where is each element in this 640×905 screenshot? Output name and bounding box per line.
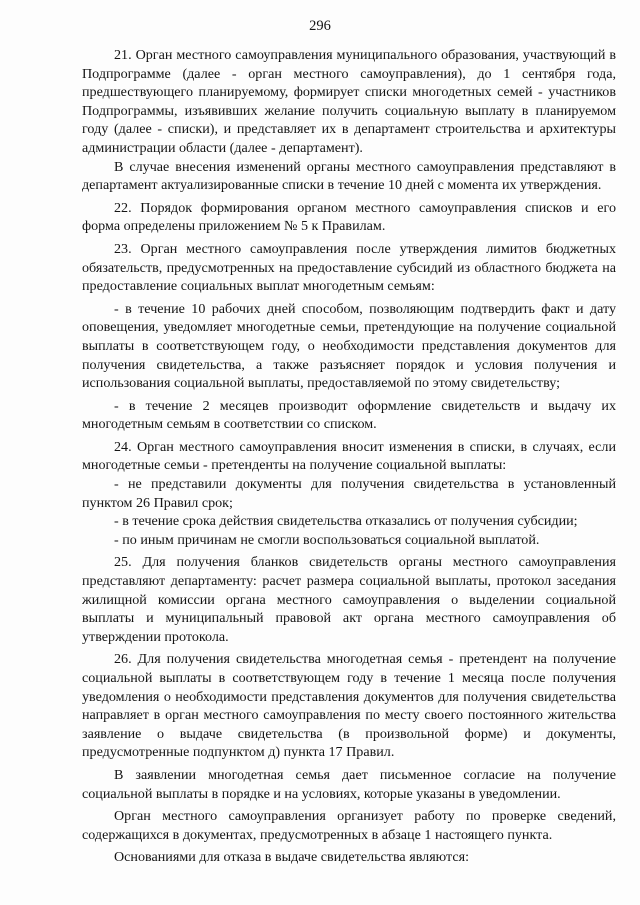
paragraph-23-item-2: - в течение 2 месяцев производит оформление свидетельств и выдачу их многодетным семьям в соответствии со списком. xyxy=(82,397,616,433)
paragraph-24-item-3: - по иным причинам не смогли воспользоваться социальной выплатой. xyxy=(114,531,540,548)
paragraph-23: 23. Орган местного самоуправления после утверждения лимитов бюджетных обязательств, предусмотренных на предоставление субсидий из областного бюджета на предоставление социальных выплат многодетным семьям: xyxy=(82,240,616,295)
paragraph-26-consent: В заявлении многодетная семья дает письменное согласие на получение социальной выплаты в порядке и на условиях, которые указаны в уведомлении. xyxy=(82,766,616,802)
paragraph-25: 25. Для получения бланков свидетельств органы местного самоуправления представляют департаменту: расчет размера социальной выплаты, протокол заседания жилищной комиссии органа местного самоуправления о выделении социальной выплаты и муниципальный правовой акт органа местного самоуправления об утверждении протокола. xyxy=(82,554,616,645)
paragraph-24-item-1: - не представили документы для получения свидетельства в установленный пунктом 26 Правил срок; xyxy=(82,476,616,511)
paragraph-21-changes: В случае внесения изменений органы местного самоуправления представляют в департамент актуализированные списки в течение 10 дней с момента их утверждения. xyxy=(82,158,616,194)
paragraph-24: 24. Орган местного самоуправления вносит изменения в списки, в случаях, если многодетные семьи - претенденты на получение социальной выплаты: xyxy=(82,438,616,474)
page-number: 296 xyxy=(309,18,331,34)
paragraph-26: 26. Для получения свидетельства многодетная семья - претендент на получение социальной выплаты в соответствующем году в течение 1 месяца после получения уведомления о необходимости представления документов для получения свидетельства направляет в орган местного самоуправления по месту своего постоянного жительства заявление о выдаче свидетельства (в произвольной форме) и документы, предусмотренные подпунктом д) пункта 17 Правил. xyxy=(82,651,616,761)
paragraph-23-item-1: - в течение 10 рабочих дней способом, позволяющим подтвердить факт и дату оповещения, уведомляет многодетные семьи, претендующие на получение социальной выплаты в соответствующем году, о необходимости представления документов для получения свидетельства, а также разъясняет порядок и условия получения и использования социальной выплаты, предоставляемой по этому свидетельству; xyxy=(82,300,616,392)
document-body xyxy=(82,46,616,867)
paragraph-24-item-2: - в течение срока действия свидетельства отказались от получения субсидии; xyxy=(114,513,578,530)
paragraph-22: 22. Порядок формирования органом местного самоуправления списков и его форма определены приложением № 5 к Правилам. xyxy=(82,199,616,235)
paragraph-26-verification: Орган местного самоуправления организует работу по проверке сведений, содержащихся в документах, предусмотренных в абзаце 1 настоящего пункта. xyxy=(82,808,616,843)
paragraph-21: 21. Орган местного самоуправления муниципального образования, участвующий в Подпрограмме (далее - орган местного самоуправления), до 1 сентября года, предшествующего планируемому, формирует списки многодетных семей - участников Подпрограммы, изъявивших желание получить социальную выплату в планируемом году (далее - списки), и представляет их в департамент строительства и архитектуры администрации области (далее - департамент). xyxy=(82,47,616,156)
paragraph-26-refusal-grounds: Основаниями для отказа в выдаче свидетельства являются: xyxy=(114,849,470,866)
